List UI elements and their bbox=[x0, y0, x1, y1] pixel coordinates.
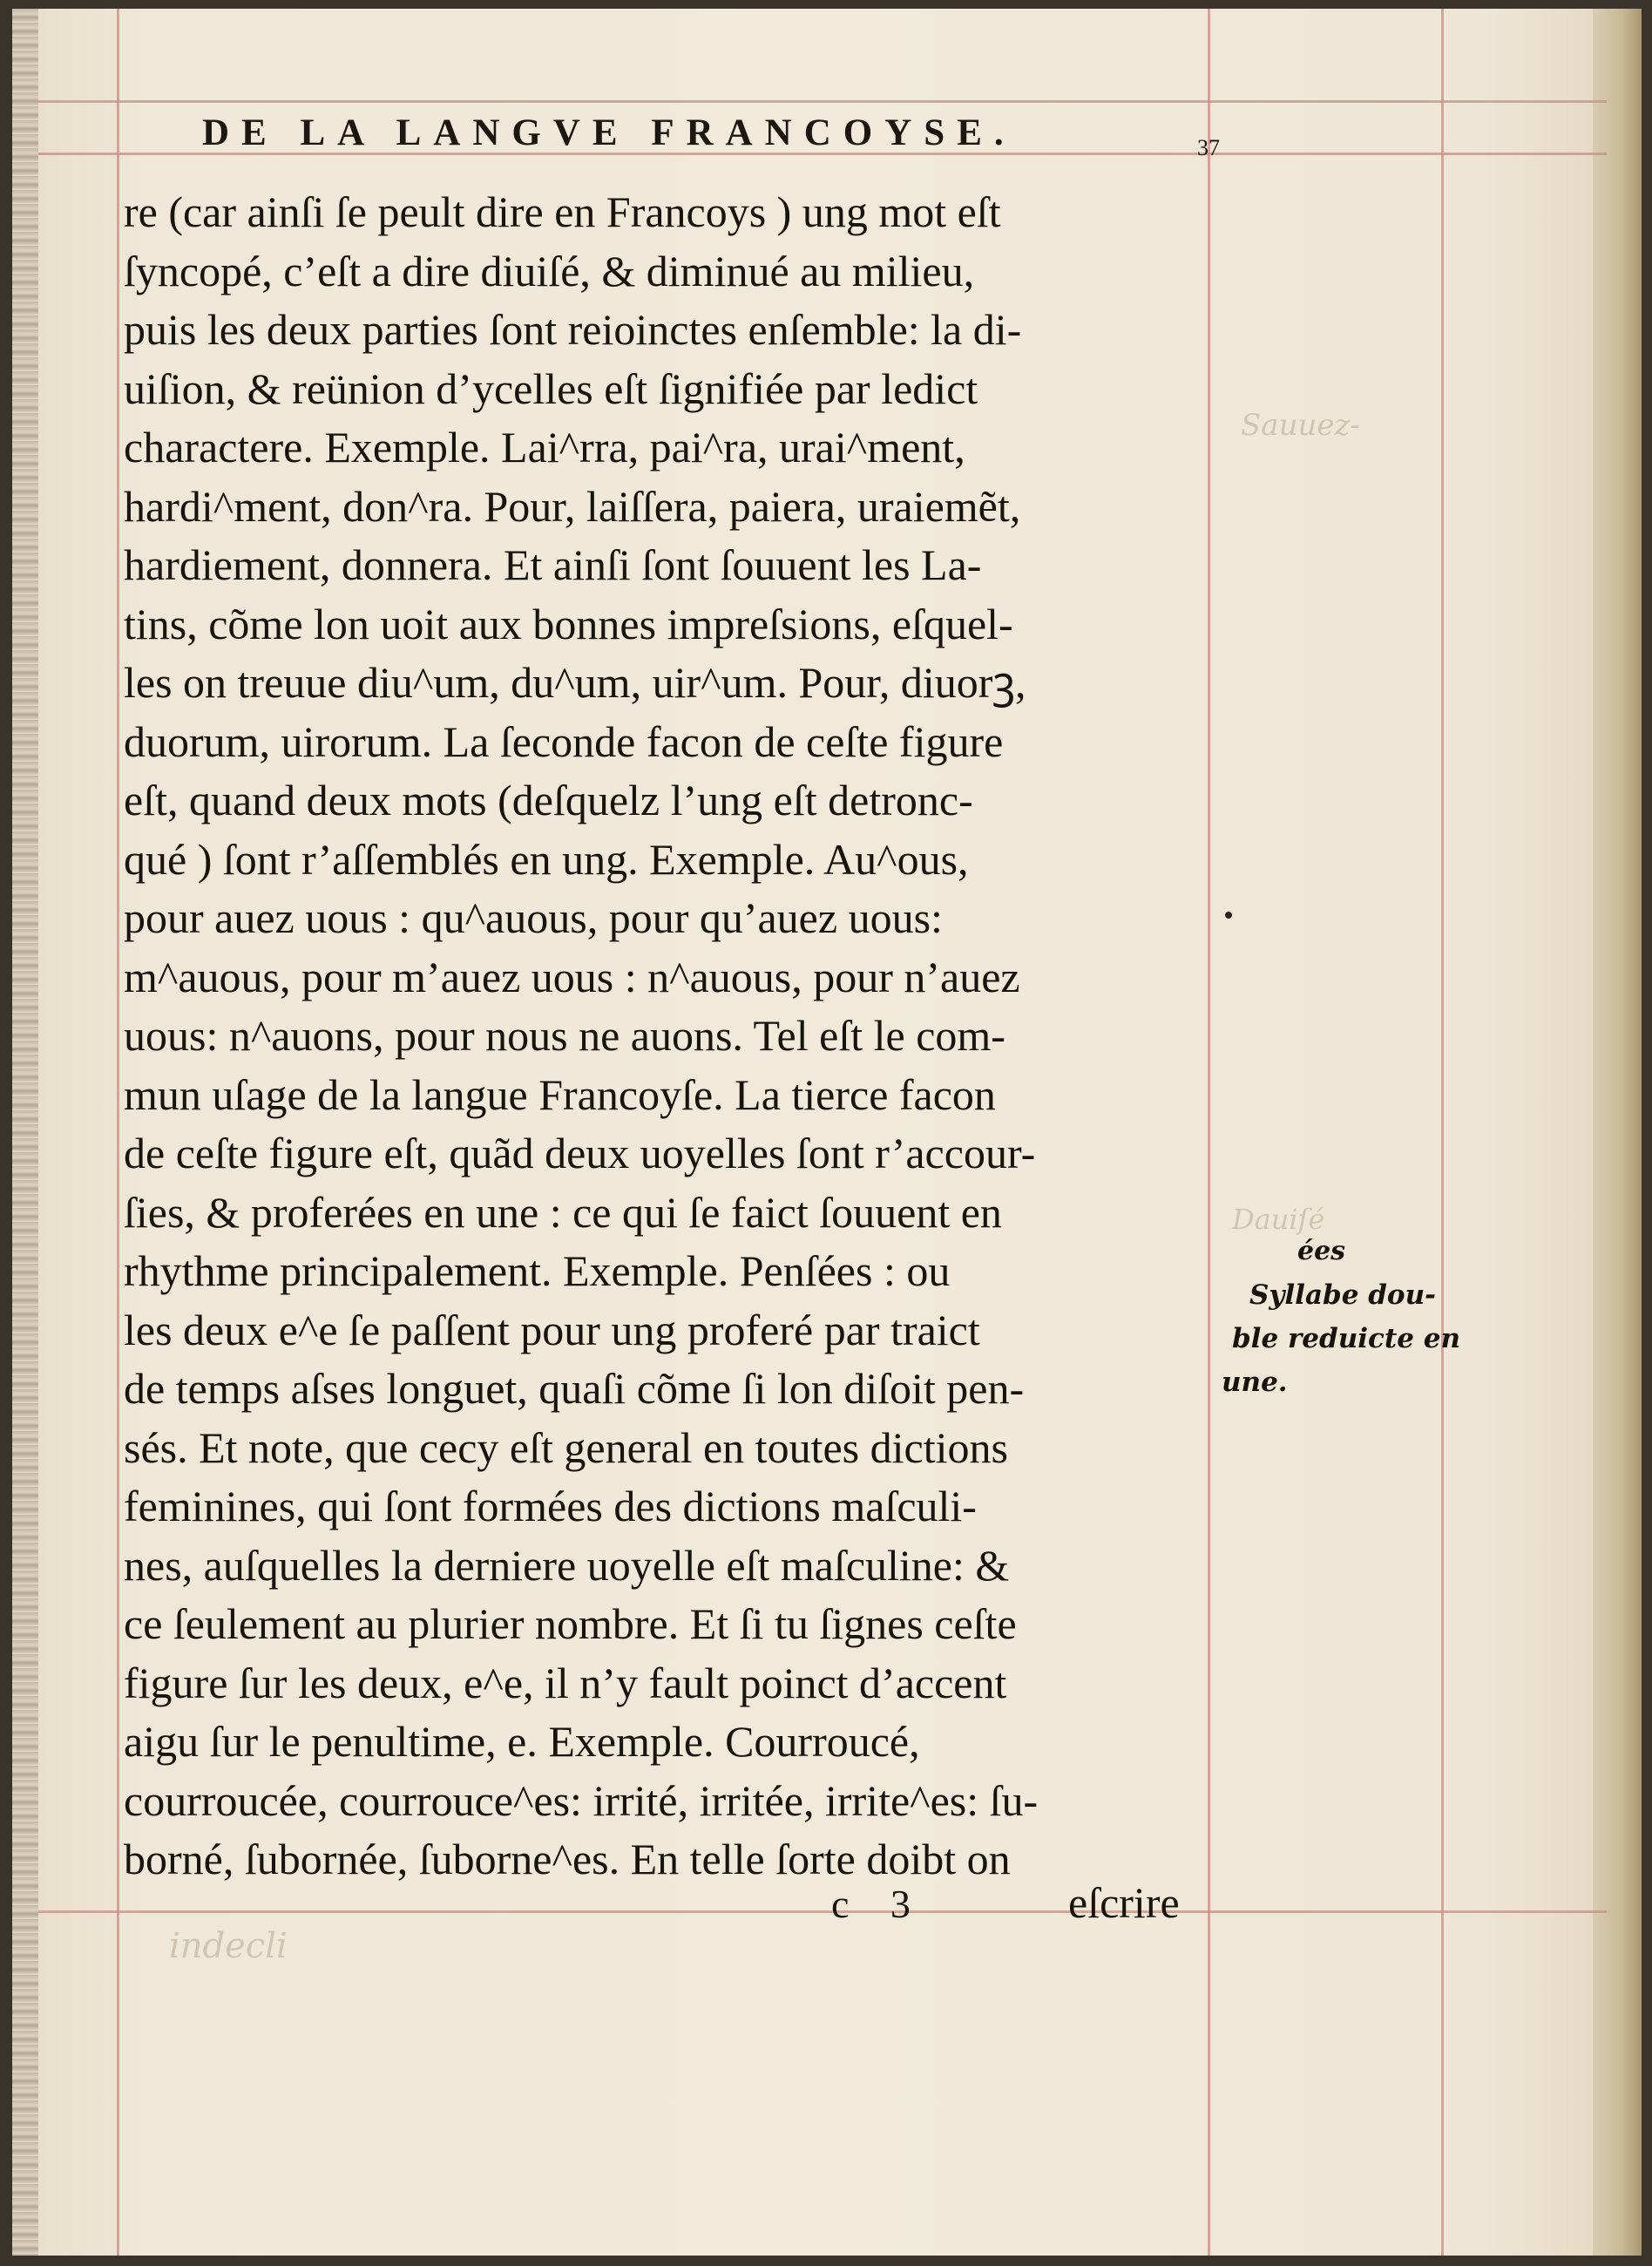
text-line: borné, ſubornée, ſuborne^es. En telle ſorte doibt on bbox=[124, 1835, 1011, 1883]
text-line: hardi^ment, don^ra. Pour, laiſſera, paiera, uraiemẽt, bbox=[124, 481, 1021, 531]
text-line: hardiement, donnera. Et ainſi ſont ſouuent les La- bbox=[124, 540, 982, 589]
marginal-note-line: Syllabe dou- bbox=[1249, 1279, 1436, 1311]
text-line: uous: n^auons, pour nous ne auons. Tel eſt le com- bbox=[124, 1011, 1005, 1060]
text-line: figure ſur les deux, e^e, il n’y fault poinct d’accent bbox=[124, 1658, 1007, 1707]
text-line: nes, auſquelles la derniere uoyelle eſt maſculine: & bbox=[124, 1540, 1010, 1590]
text-line: puis les deux parties ſont reioinctes enſemble: la di- bbox=[124, 305, 1022, 354]
text-line: re (car ainſi ſe peult dire en Francoys ) ung mot eſt bbox=[124, 187, 1001, 236]
running-head: DE LA LANGVE FRANCOYSE. bbox=[202, 112, 1016, 153]
text-line: pour auez uous : qu^auous, pour qu’auez uous: bbox=[124, 893, 943, 942]
text-line: mun uſage de la langue Francoyſe. La tierce facon bbox=[124, 1069, 996, 1119]
text-line: charactere. Exemple. Lai^rra, pai^ra, urai^ment, bbox=[124, 423, 965, 472]
marginal-note-line: une. bbox=[1222, 1367, 1288, 1398]
ruling-line-margin bbox=[1441, 9, 1444, 2256]
show-through-text: indecli bbox=[169, 1926, 288, 1966]
text-line: sés. Et note, que cecy eſt general en toutes dictions bbox=[124, 1422, 1008, 1472]
text-line: aigu ſur le penultime, e. Exemple. Courroucé, bbox=[124, 1717, 920, 1766]
text-line: ce ſeulement au plurier nombre. Et ſi tu ſignes ceſte bbox=[124, 1599, 1017, 1648]
show-through-text: Dauiſé bbox=[1232, 1203, 1325, 1236]
facing-page-edge bbox=[12, 9, 38, 2256]
text-line: qué ) ſont r’aſſemblés en ung. Exemple. Au^ous, bbox=[124, 834, 969, 884]
text-line: de ceſte figure eſt, quãd deux uoyelles ſont r’accour- bbox=[124, 1129, 1036, 1177]
show-through-text: Sauuez- bbox=[1241, 408, 1360, 443]
text-line: uiſion, & reünion d’ycelles eſt ſignifiée par ledict bbox=[124, 363, 978, 413]
catchword: eſcrire bbox=[1068, 1878, 1180, 1927]
ruling-line-top bbox=[38, 100, 1607, 103]
text-line: tins, cõme lon uoit aux bonnes impreſsions, eſquel- bbox=[124, 599, 1013, 648]
text-line: rhythme principalement. Exemple. Penſées : ou bbox=[124, 1246, 951, 1295]
margin-dot bbox=[1225, 912, 1232, 919]
text-line: feminines, qui ſont formées des dictions maſculi- bbox=[124, 1482, 977, 1530]
text-line: de temps aſses longuet, quaſi cõme ſi lon diſoit pen- bbox=[124, 1364, 1025, 1413]
text-block bbox=[124, 183, 1215, 1889]
text-line: courroucée, courrouce^es: irrité, irritée, irrite^es: ſu- bbox=[124, 1775, 1039, 1825]
text-line: m^auous, pour m’auez uous : n^auous, pour n’auez bbox=[124, 952, 1020, 1001]
text-line: eſt, quand deux mots (deſquelz l’ung eſt detronc- bbox=[124, 776, 973, 824]
text-line: ſies, & proferées en une : ce qui ſe faict ſouuent en bbox=[124, 1187, 1002, 1237]
text-line: ſyncopé, c’eſt a dire diuiſé, & diminué au milieu, bbox=[124, 246, 975, 295]
marginal-note-above: ées bbox=[1297, 1236, 1346, 1266]
signature-mark: c 3 bbox=[831, 1882, 926, 1926]
text-line: les on treuue diu^um, du^um, uir^um. Pour, diuorꝫ, bbox=[124, 658, 1026, 707]
marginal-note-line: ble reduicte en bbox=[1232, 1323, 1460, 1354]
text-line: les deux e^e ſe paſſent pour ung proferé par traict bbox=[124, 1305, 980, 1354]
text-line: duorum, uirorum. La ſeconde facon de ceſte figure bbox=[124, 716, 1004, 766]
folio-number: 37 bbox=[1197, 135, 1220, 160]
book-page bbox=[12, 9, 1642, 2256]
fore-edge bbox=[1593, 9, 1642, 2256]
ruling-line-left bbox=[117, 9, 119, 2256]
ruling-line-bottom bbox=[38, 1910, 1607, 1913]
